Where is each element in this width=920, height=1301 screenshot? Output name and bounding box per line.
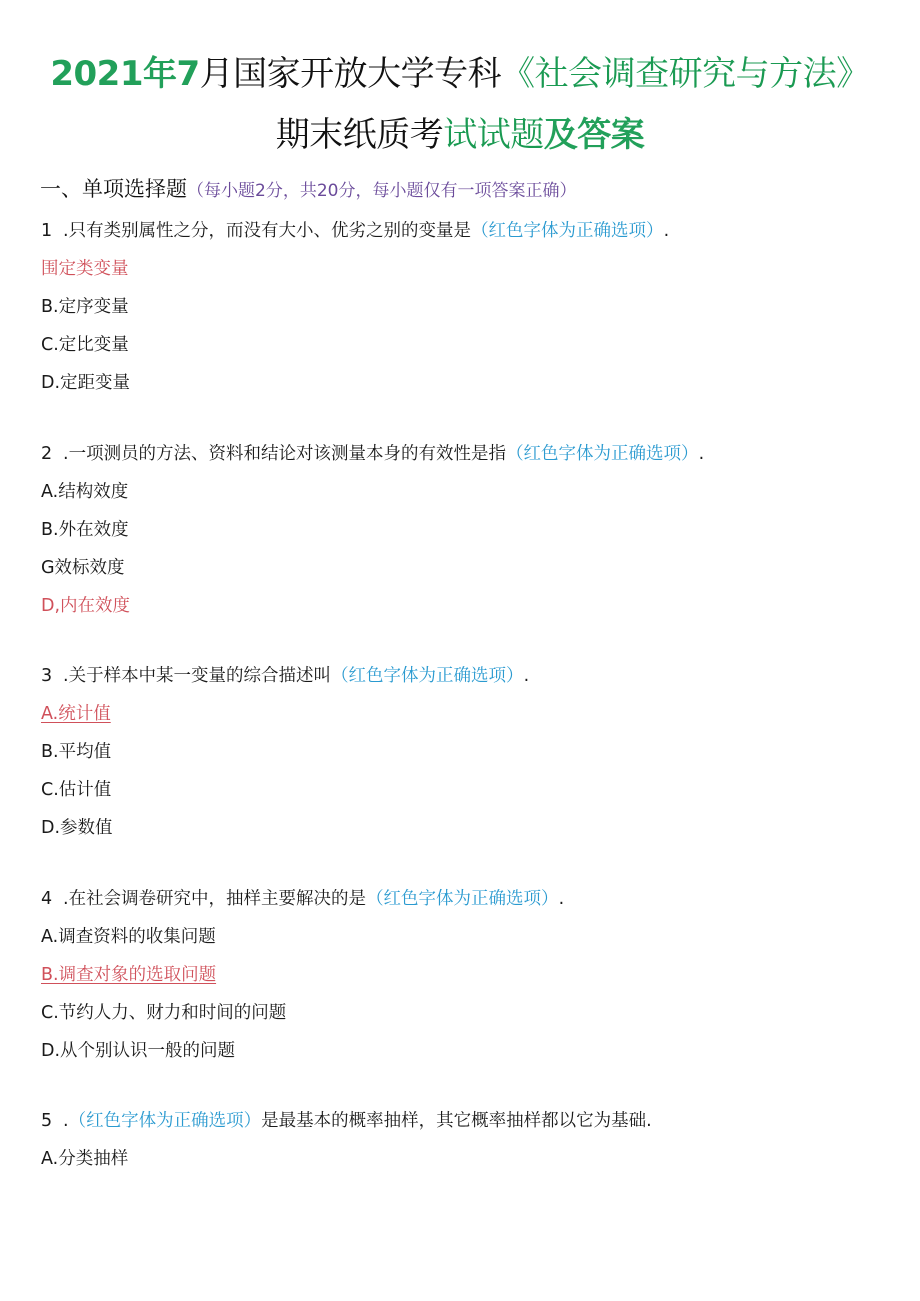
question-1-option-a: 围定类变量 xyxy=(41,259,129,279)
question-text: .只有类别属性之分，而没有大小、优劣之别的变量是 xyxy=(63,221,472,241)
question-1-option-b: B.定序变量 xyxy=(41,297,129,317)
question-2-option-c: G效标效度 xyxy=(41,558,125,578)
question-2-option-a: A.结构效度 xyxy=(41,482,129,502)
question-3-option-c: C.估计值 xyxy=(41,780,112,800)
question-text: . xyxy=(63,1111,69,1131)
question-hint: （红色字体为正确选项） xyxy=(366,889,559,909)
question-end: . xyxy=(523,666,530,686)
title-institution: 月国家开放大学专科 xyxy=(199,54,502,94)
question-number: 1 xyxy=(41,221,53,241)
question-hint: （红色字体为正确选项） xyxy=(68,1111,262,1131)
question-3-option-a: A.统计值 xyxy=(41,704,111,724)
question-2 xyxy=(41,441,704,467)
question-number: 2 xyxy=(41,444,53,464)
question-3-option-d: D.参数值 xyxy=(41,818,113,838)
question-4-option-d: D.从个别认识一般的问题 xyxy=(41,1041,236,1061)
question-hint: （红色字体为正确选项） xyxy=(506,444,699,464)
question-end: 是最基本的概率抽样，其它概率抽样都以它为基础. xyxy=(261,1111,652,1131)
question-end: . xyxy=(698,444,705,464)
question-text: .在社会调卷研究中，抽样主要解决的是 xyxy=(63,889,367,909)
question-number: 3 xyxy=(41,666,53,686)
question-1 xyxy=(41,218,669,244)
question-number: 5 xyxy=(41,1111,53,1131)
question-4 xyxy=(41,886,564,912)
question-4-option-b: B.调查对象的选取问题 xyxy=(41,965,217,985)
question-number: 4 xyxy=(41,889,53,909)
question-2-option-d: D,内在效度 xyxy=(41,596,131,616)
section-heading xyxy=(40,175,576,205)
question-text: .关于样本中某一变量的综合描述叫 xyxy=(63,666,332,686)
document-title-line-1 xyxy=(0,52,920,96)
document-title-line-2 xyxy=(0,113,920,157)
question-5-option-a: A.分类抽样 xyxy=(41,1149,129,1169)
title-year: 2021年7 xyxy=(50,54,200,94)
question-hint: （红色字体为正确选项） xyxy=(331,666,524,686)
question-4-option-a: A.调查资料的收集问题 xyxy=(41,927,216,947)
section-note: （每小题2分，共20分，每小题仅有一项答案正确） xyxy=(187,181,577,201)
question-end: . xyxy=(558,889,565,909)
question-5 xyxy=(41,1108,652,1134)
question-1-option-d: D.定距变量 xyxy=(41,373,131,393)
question-3 xyxy=(41,663,529,689)
title-answers: 及答案 xyxy=(543,115,645,155)
question-hint: （红色字体为正确选项） xyxy=(471,221,664,241)
title-course: 《社会调查研究与方法》 xyxy=(501,54,870,94)
title-questions: 试试题 xyxy=(443,115,544,155)
question-4-option-c: C.节约人力、财力和时间的问题 xyxy=(41,1003,287,1023)
question-3-option-b: B.平均值 xyxy=(41,742,112,762)
question-2-option-b: B.外在效度 xyxy=(41,520,129,540)
question-1-option-c: C.定比变量 xyxy=(41,335,129,355)
title-exam: 期末纸质考 xyxy=(275,115,444,155)
question-text: .一项测员的方法、资料和结论对该测量本身的有效性是指 xyxy=(63,444,507,464)
question-end: . xyxy=(663,221,670,241)
section-heading-text: 一、单项选择题 xyxy=(40,177,187,201)
